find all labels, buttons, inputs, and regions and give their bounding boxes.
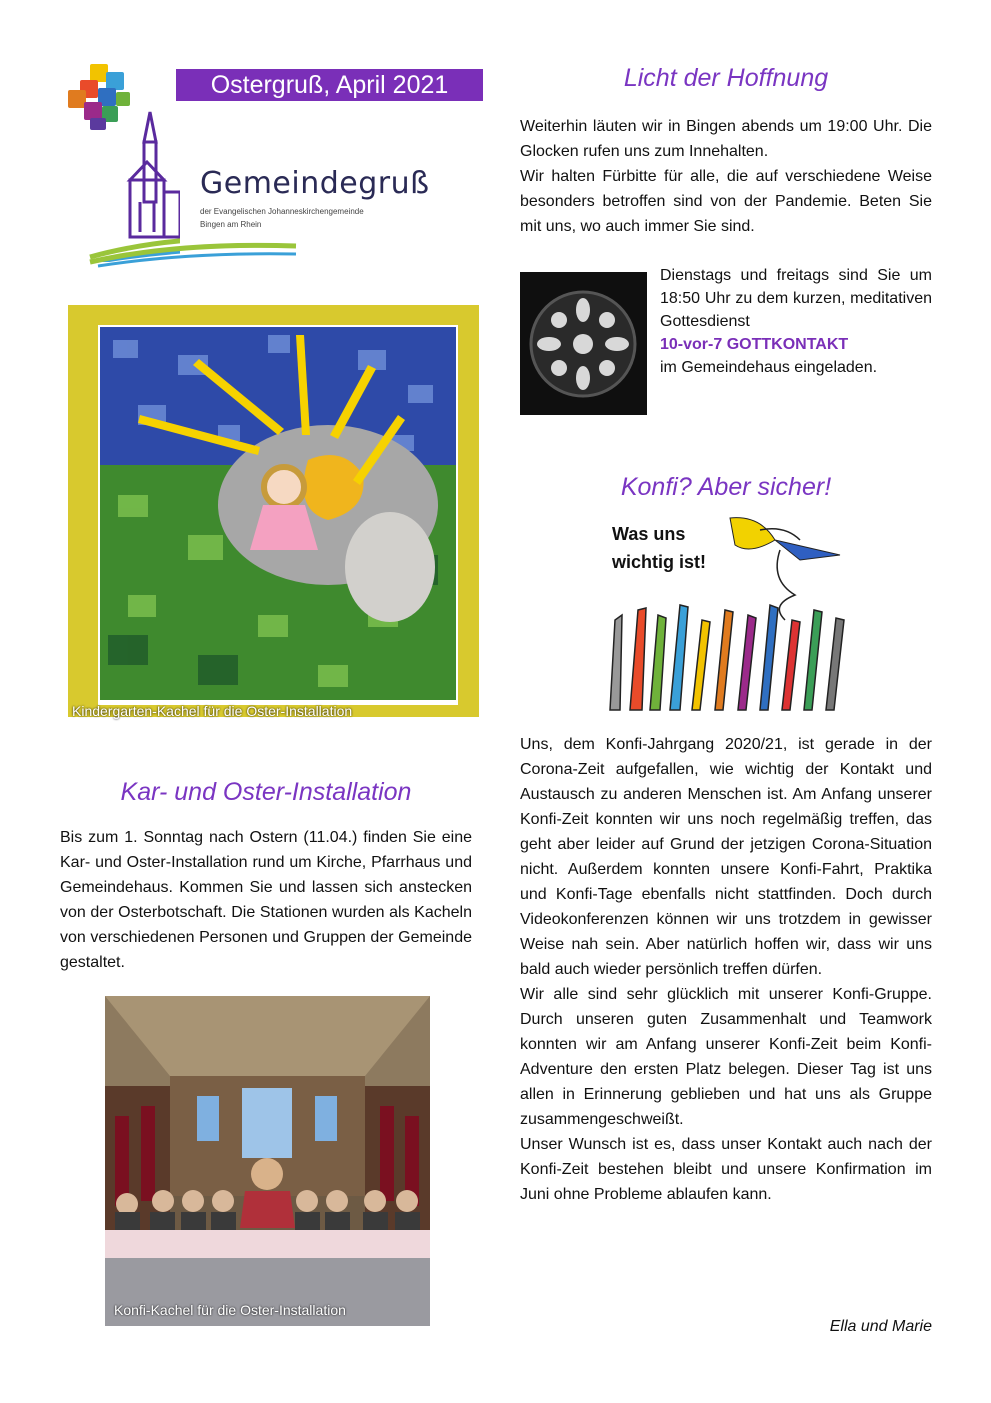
konfi-paragraph-2: Wir alle sind sehr glücklich mit unserer Konfi-Gruppe. Durch unseren guten Zusammenhalt und Teamwork konnten wir am Anfang unserer Konfi-Zeit beim Konfi-Adventure den ersten Platz belegen. Dieser Tag ist uns allen in Erinnerung geblieben und hat uns als Gruppe zusammengeschweißt.: [520, 986, 932, 1128]
swoosh-icon: [88, 234, 298, 268]
kindergarten-tile-image: [68, 305, 479, 717]
dove-and-hands-icon: [600, 510, 856, 715]
konfi-paragraph-3: Unser Wunsch ist es, dass unser Kontakt auch nach der Konfi-Zeit bestehen bleibt und unsere Konfirmation im Juni ohne Probleme ablaufen kann.: [520, 1136, 932, 1203]
logo: [60, 62, 180, 262]
konfi-graphic-line-1: Was uns: [612, 524, 686, 544]
logo-subtitle-line-2: Bingen am Rhein: [200, 220, 262, 229]
church-cross-logo-icon: [60, 62, 180, 262]
gottesdienst-info: [660, 264, 932, 379]
kar-oster-heading: Kar- und Oster-Installation: [120, 778, 412, 806]
konfi-graphic-line-2: wichtig ist!: [612, 552, 706, 572]
konfi-graphic: [600, 510, 856, 715]
konfi-paragraph-1: Uns, dem Konfi-Jahrgang 2020/21, ist gerade in der Corona-Zeit aufgefallen, wie wichtig der Kontakt und Austausch zu anderen Menschen ist. Am Anfang unserer Konfi-Zeit konnten wir uns noch regelmäßig treffen, das geht aber leider auf Grund der jetzigen Corona-Situation nicht. Außerdem konnten unsere Konfi-Fahrt, Praktika und Konfi-Tage ebenfalls nicht stattfinden. Doch durch Videokonferenzen können wir uns trotzdem in gewisser Weise nah sein. Aber natürlich hoffen wir, dass wir uns bald auch wieder persönlich treffen dürfen.: [520, 736, 932, 978]
mosaic-picture-icon: [68, 305, 479, 717]
licht-heading: Licht der Hoffnung: [623, 64, 829, 92]
edition-banner: Ostergruß, April 2021: [176, 69, 483, 101]
logo-subtitle-line-1: der Evangelischen Johanneskirchengemeinde: [200, 207, 364, 216]
gottkontakt-highlight: 10-vor-7 GOTTKONTAKT: [660, 336, 849, 353]
gottesdienst-text-1: Dienstags und freitags sind Sie um 18:50 Uhr zu dem kurzen, meditativen Gottesdienst: [660, 267, 932, 330]
logo-swoosh: [88, 234, 298, 268]
kar-oster-text: Bis zum 1. Sonntag nach Ostern (11.04.) finden Sie eine Kar- und Oster-Installation rund um Kirche, Pfarrhaus und Gemeindehaus. Kommen Sie und lassen sich anstecken von der Osterbotschaft. Die Stationen wurden als Kacheln von verschiedenen Personen und Gruppen der Gemeinde gestaltet.: [60, 829, 472, 971]
rose-window-image: [520, 272, 647, 415]
logo-title: Gemeindegruß: [200, 166, 430, 201]
kindergarten-caption: Kindergarten-Kachel für die Oster-Installation: [72, 703, 353, 719]
last-supper-picture-icon: [105, 996, 430, 1326]
konfi-tile-caption: Konfi-Kachel für die Oster-Installation: [114, 1302, 346, 1318]
rose-window-icon: [520, 272, 647, 415]
konfi-tile-image: [105, 996, 430, 1326]
logo-subtitle: [200, 205, 420, 231]
konfi-text: [520, 732, 932, 1207]
konfi-signature: Ella und Marie: [829, 1318, 932, 1335]
licht-paragraph-1: Weiterhin läuten wir in Bingen abends um 19:00 Uhr. Die Glocken rufen uns zum Innehalten.: [520, 118, 932, 160]
licht-paragraph-2: Wir halten Fürbitte für alle, die auf verschiedene Weise besonders betroffen sind von der Pandemie. Beten Sie mit uns, wo auch immer Sie sind.: [520, 168, 932, 235]
gottesdienst-text-2: im Gemeindehaus eingeladen.: [660, 359, 878, 376]
konfi-heading: Konfi? Aber sicher!: [620, 473, 832, 501]
licht-text: [520, 114, 932, 239]
